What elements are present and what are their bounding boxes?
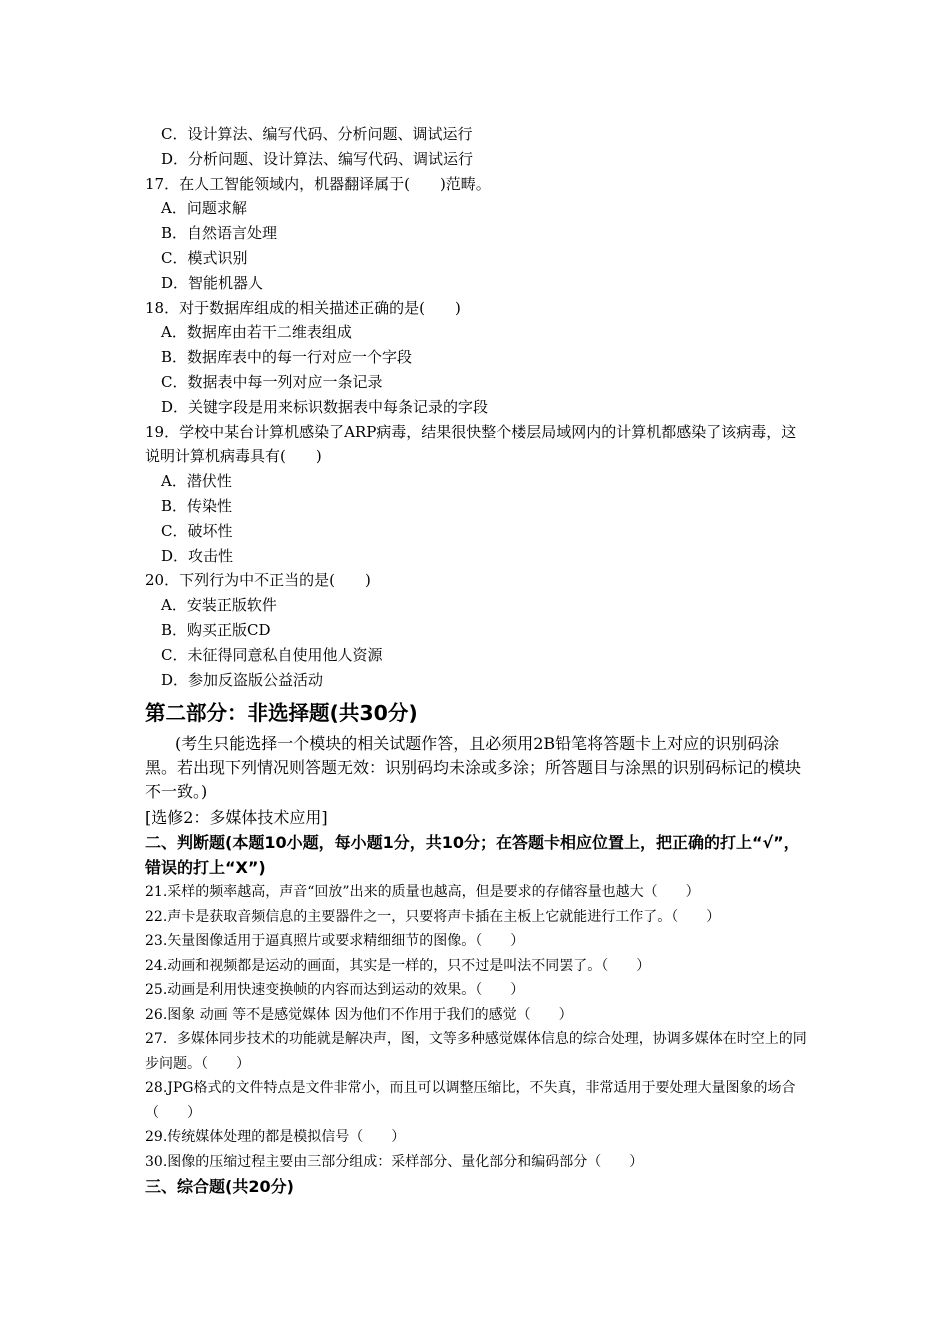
judgement-item: 30.图像的压缩过程主要由三部分组成：采样部分、量化部分和编码部分（ ） bbox=[145, 1153, 644, 1170]
judgement-item: 21.采样的频率越高，声音“回放”出来的质量也越高，但是要求的存储容量也越大（ ） bbox=[145, 884, 700, 901]
question-19 bbox=[145, 420, 810, 569]
judgement-item: 29.传统媒体处理的都是模拟信号（ ） bbox=[145, 1129, 406, 1146]
question-16-tail bbox=[145, 122, 810, 172]
option-b: B．传染性 bbox=[161, 496, 233, 515]
question-stem: 20．下列行为中不正当的是( ) bbox=[145, 571, 371, 590]
option-c: C．设计算法、编写代码、分析问题、调试运行 bbox=[161, 125, 473, 143]
question-stem: 19．学校中某台计算机感染了ARP病毒，结果很快整个楼层局域网内的计算机都感染了该病毒，这说明计算机病毒具有( ) bbox=[145, 422, 797, 466]
option-d: D．智能机器人 bbox=[161, 273, 264, 292]
option-b: B．自然语言处理 bbox=[161, 224, 278, 243]
judgement-item: 22.声卡是获取音频信息的主要器件之一，只要将声卡插在主板上它就能进行工作了。（ ） bbox=[145, 908, 721, 925]
judgement-list bbox=[145, 880, 810, 1174]
option-d: D．攻击性 bbox=[161, 546, 234, 565]
part2-title: 第二部分：非选择题(共30分) bbox=[145, 701, 418, 726]
option-c: C．未征得同意私自使用他人资源 bbox=[161, 645, 383, 664]
option-a: A．潜伏性 bbox=[161, 472, 232, 491]
question-stem: 17．在人工智能领域内，机器翻译属于( )范畴。 bbox=[145, 174, 491, 193]
option-b: B．数据库表中的每一行对应一个字段 bbox=[161, 348, 413, 367]
part2-note: (考生只能选择一个模块的相关试题作答，且必须用2B铅笔将答题卡上对应的识别码涂黑。若出现下列情况则答题无效：识别码均未涂或多涂；所答题目与涂黑的识别码标记的模块不一致。) bbox=[145, 734, 802, 802]
option-d: D．参加反盗版公益活动 bbox=[161, 670, 324, 689]
option-c: C．破坏性 bbox=[161, 521, 233, 540]
exam-page bbox=[145, 122, 810, 1199]
section2-title: 二、判断题(本题10小题，每小题1分，共10分；在答题卡相应位置上，把正确的打上“√”，错误的打上“X”) bbox=[145, 833, 800, 878]
option-d: D．分析问题、设计算法、编写代码、调试运行 bbox=[161, 149, 474, 168]
judgement-item: 27．多媒体同步技术的功能就是解决声，图，文等多种感觉媒体信息的综合处理，协调多媒体在时空上的同步问题。（ ） bbox=[145, 1031, 807, 1072]
question-18 bbox=[145, 296, 810, 420]
option-b: B．购买正版CD bbox=[161, 620, 271, 639]
judgement-item: 23.矢量图像适用于逼真照片或要求精细细节的图像。（ ） bbox=[145, 933, 525, 950]
section3-title: 三、综合题(共20分) bbox=[145, 1177, 294, 1197]
option-d: D．关键字段是用来标识数据表中每条记录的字段 bbox=[161, 397, 489, 416]
question-17 bbox=[145, 172, 810, 296]
option-c: C．模式识别 bbox=[161, 248, 248, 267]
question-20 bbox=[145, 568, 810, 692]
option-a: A．安装正版软件 bbox=[161, 596, 277, 615]
question-stem: 18．对于数据库组成的相关描述正确的是( ) bbox=[145, 298, 461, 317]
judgement-item: 24.动画和视频都是运动的画面，其实是一样的，只不过是叫法不同罢了。（ ） bbox=[145, 957, 651, 974]
elective-label: [选修2：多媒体技术应用] bbox=[145, 808, 328, 828]
judgement-item: 26.图象 动画 等不是感觉媒体 因为他们不作用于我们的感觉（ ） bbox=[145, 1006, 573, 1023]
judgement-item: 25.动画是利用快速变换帧的内容而达到运动的效果。（ ） bbox=[145, 982, 525, 999]
option-a: A．问题求解 bbox=[161, 199, 247, 218]
judgement-item: 28.JPG格式的文件特点是文件非常小，而且可以调整压缩比，不失真，非常适用于要处理大量图象的场合（ ） bbox=[145, 1080, 796, 1121]
option-c: C．数据表中每一列对应一条记录 bbox=[161, 372, 383, 391]
option-a: A．数据库由若干二维表组成 bbox=[161, 323, 352, 342]
